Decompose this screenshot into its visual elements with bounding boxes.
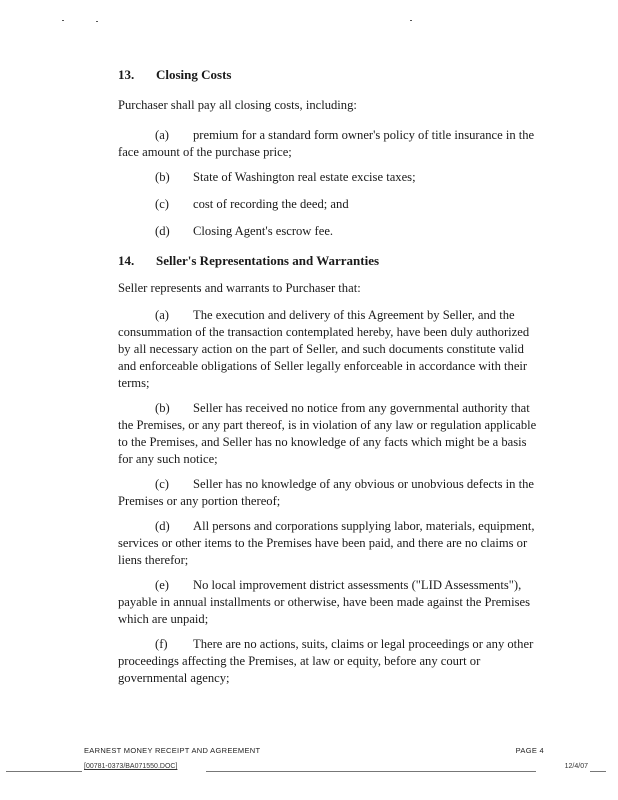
scan-speck (410, 20, 412, 21)
clause-text: All persons and corporations supplying labor, materials, equipment, services or other items to the Premises have been paid, and there are no claims or liens therefor; (118, 519, 535, 567)
footer-rule (206, 771, 536, 772)
clause-14a (118, 307, 538, 392)
clause-14b (118, 400, 538, 468)
footer-title: EARNEST MONEY RECEIPT AND AGREEMENT (84, 746, 261, 755)
clause-13d (155, 224, 333, 239)
clause-label: (a) (155, 308, 169, 322)
section-title: Seller's Representations and Warranties (156, 253, 380, 268)
scan-speck (62, 20, 64, 21)
clause-13a (118, 127, 538, 161)
section-13-intro: Purchaser shall pay all closing costs, including: (118, 98, 357, 112)
document-number: 12/4/07 (564, 763, 588, 770)
section-14-intro: Seller represents and warrants to Purchaser that: (118, 281, 361, 295)
clause-label: (e) (155, 578, 169, 592)
clause-label: (d) (155, 519, 170, 533)
clause-13c (155, 197, 349, 212)
section-number: 14. (118, 253, 135, 268)
clause-label: (d) (155, 224, 170, 238)
footer-rule (590, 771, 606, 772)
clause-13b (155, 170, 416, 185)
clause-text: Seller has no knowledge of any obvious or unobvious defects in the Premises or any portion thereof; (118, 477, 535, 508)
clause-text: There are no actions, suits, claims or legal proceedings or any other proceedings affecting the Premises, at law or equity, before any court or governmental agency; (118, 637, 534, 685)
clause-label: (b) (155, 170, 170, 184)
clause-text: The execution and delivery of this Agreement by Seller, and the consummation of the transaction contemplated hereby, have been duly authorized by all necessary action on the part of Seller, and such documents constitute valid and enforceable obligations of Seller legally enforceable in accordance with their terms; (118, 308, 530, 390)
document-id: [00781-0373/BA071550.DOC] (84, 763, 178, 770)
clause-text: premium for a standard form owner's policy of title insurance in the face amount of the purchase price; (118, 128, 535, 159)
clause-14c (118, 476, 538, 510)
clause-14f (118, 636, 538, 687)
clause-text: State of Washington real estate excise taxes; (193, 170, 416, 184)
footer-rule (6, 771, 82, 772)
clause-label: (a) (155, 128, 169, 142)
clause-label: (f) (155, 637, 168, 651)
section-14-heading (118, 253, 379, 269)
clause-14d (118, 518, 538, 569)
document-id-line (6, 763, 606, 773)
clause-label: (c) (155, 197, 169, 211)
clause-label: (c) (155, 477, 169, 491)
section-13-heading (118, 67, 232, 83)
clause-label: (b) (155, 401, 170, 415)
section-title: Closing Costs (156, 67, 232, 82)
clause-text: Seller has received no notice from any governmental authority that the Premises, or any part thereof, is in violation of any law or regulation applicable to the Premises, and Seller has no knowledge of any facts which might be a basis for any such notice; (118, 401, 537, 466)
clause-text: No local improvement district assessments ("LID Assessments"), payable in annual installments or otherwise, have been made against the Premises which are unpaid; (118, 578, 530, 626)
section-number: 13. (118, 67, 135, 82)
clause-14e (118, 577, 538, 628)
scan-speck (96, 21, 98, 22)
clause-text: cost of recording the deed; and (193, 197, 349, 211)
clause-text: Closing Agent's escrow fee. (193, 224, 334, 238)
footer-page-number: PAGE 4 (515, 746, 544, 755)
